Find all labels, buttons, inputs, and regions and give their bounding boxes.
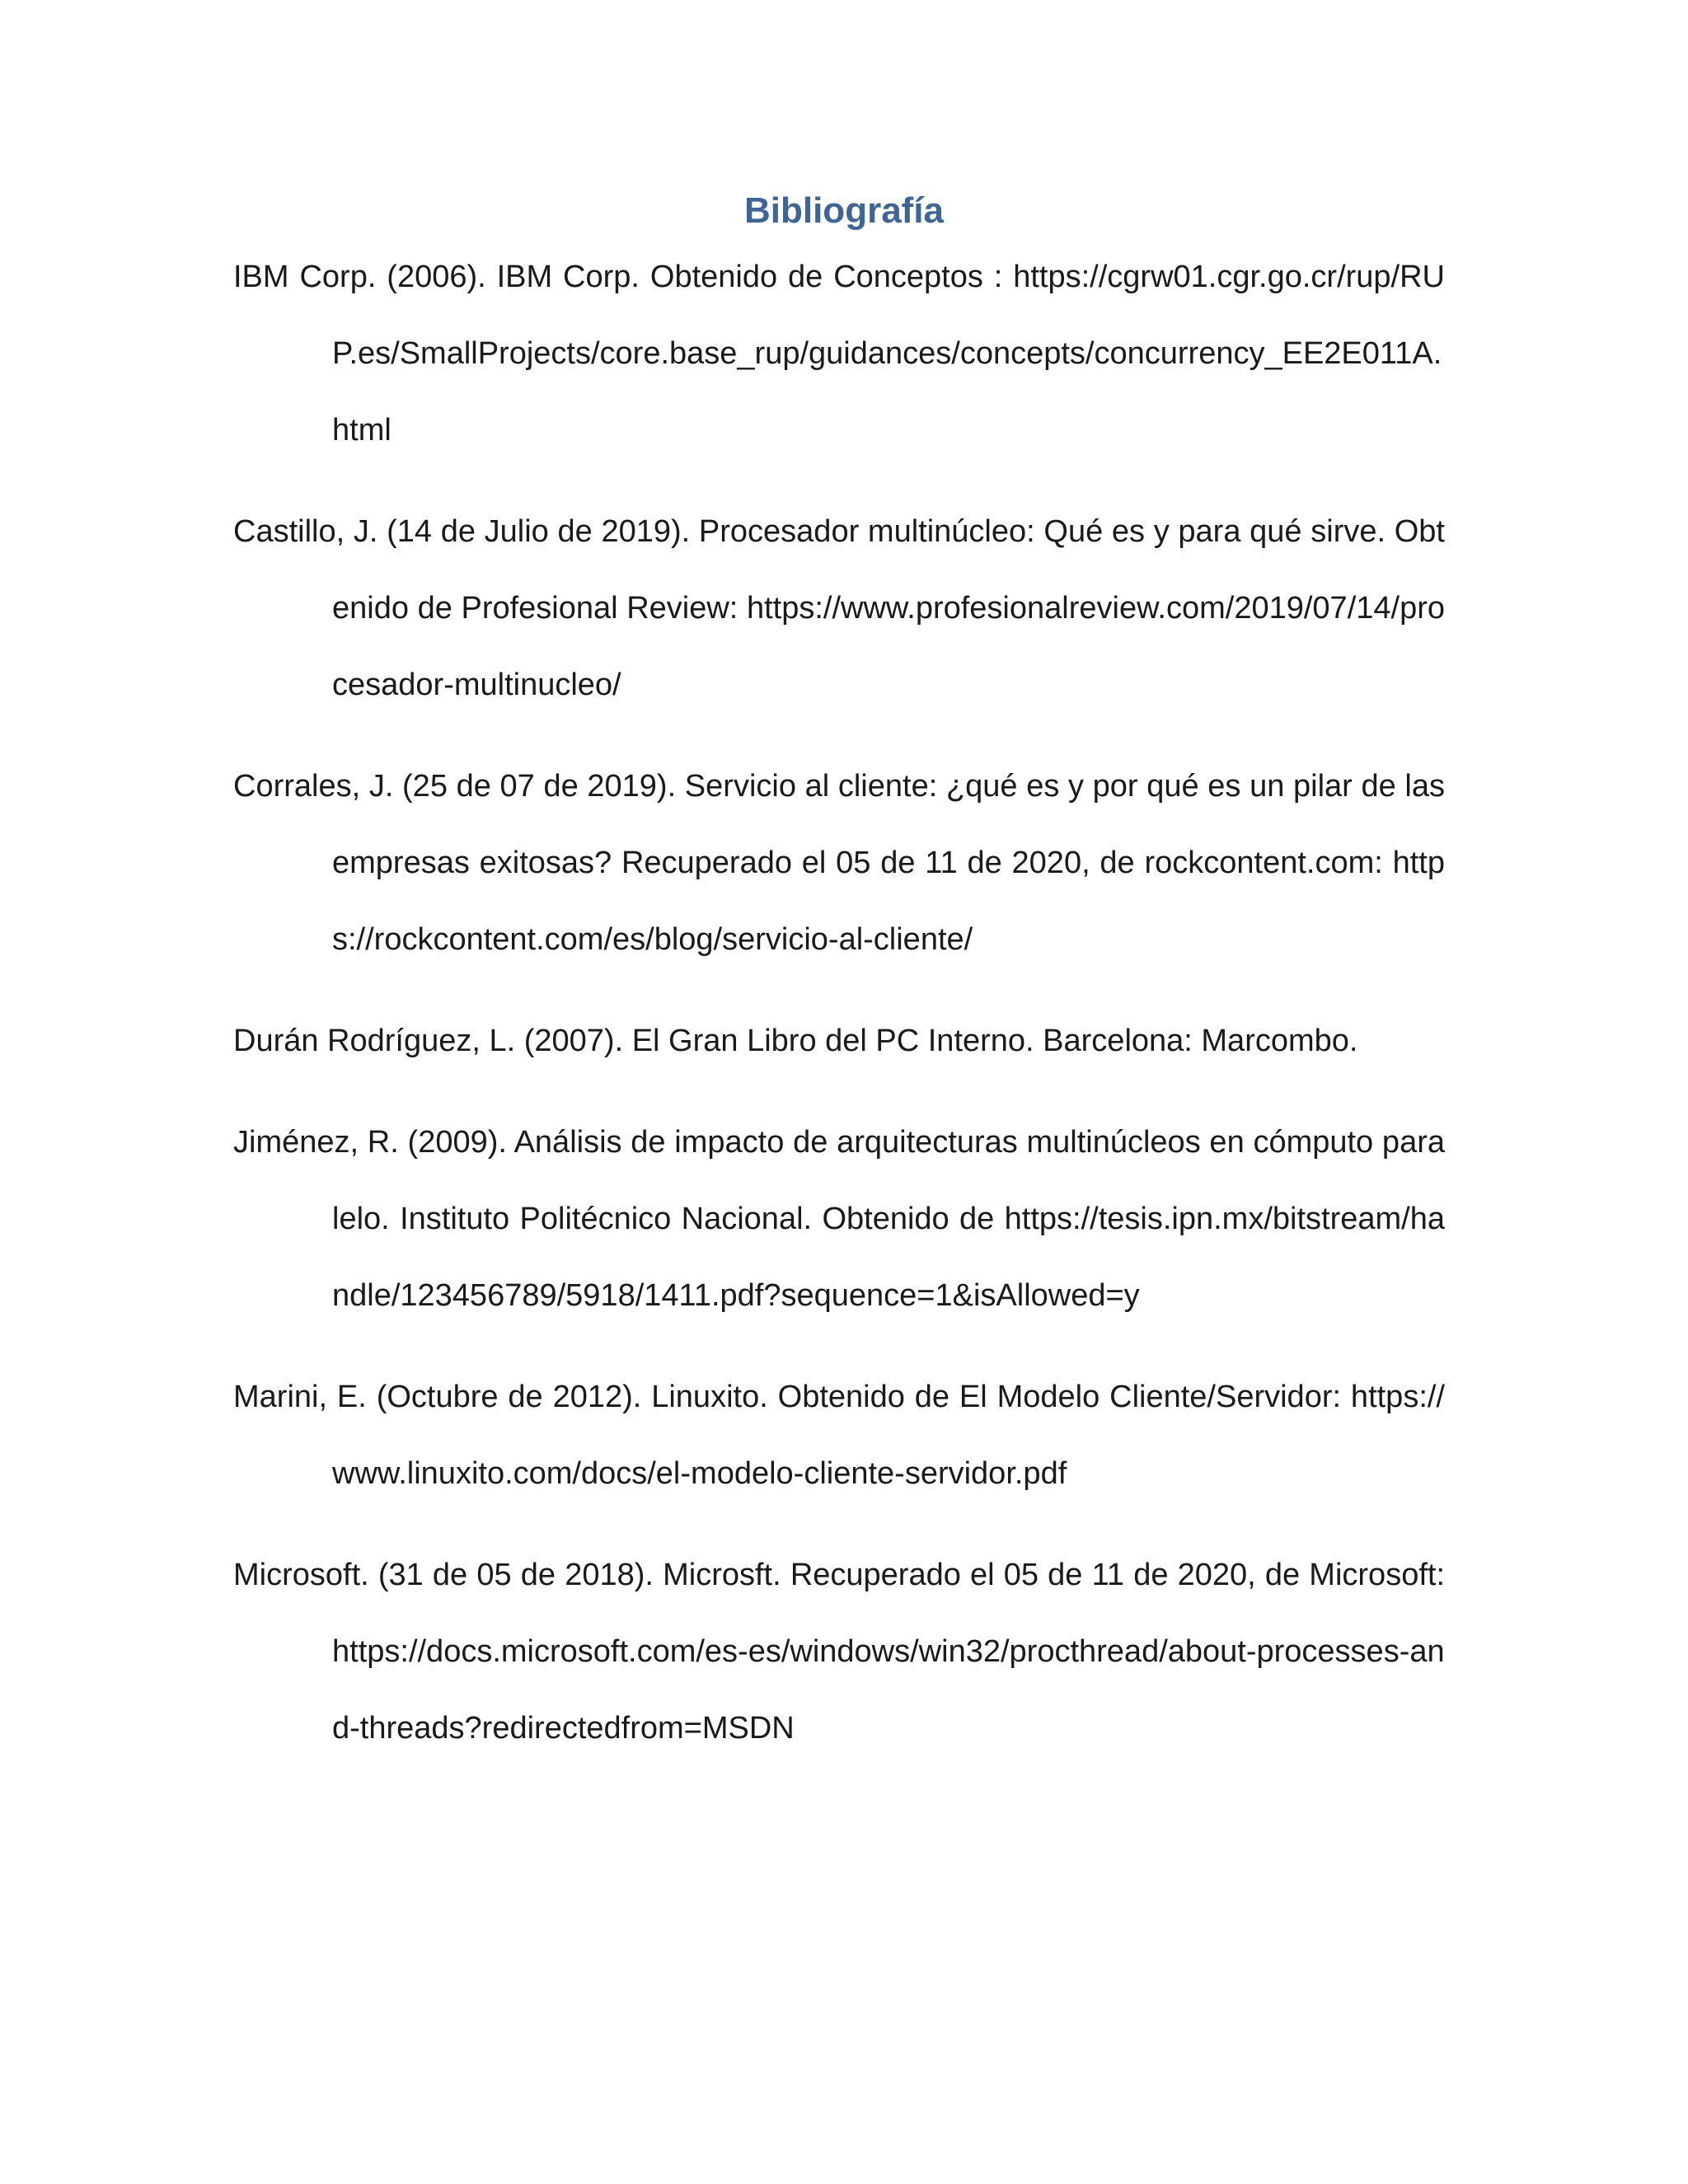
reference-duran: Durán Rodríguez, L. (2007). El Gran Libro del PC Interno. Barcelona: Marcombo. [233,1024,1358,1058]
reference-list [233,239,1445,1767]
reference-castillo: Castillo, J. (14 de Julio de 2019). Procesador multinúcleo: Qué es y para qué sirve. Obtenido de Profesional Review: https://www.profesionalreview.com/2019/07/14/procesador-multinucleo/ [233,514,1445,702]
reference-ibm: IBM Corp. (2006). IBM Corp. Obtenido de Conceptos : https://cgrw01.cgr.go.cr/rup/RUP.es/SmallProjects/core.base_rup/guidances/concepts/concurrency_EE2E011A.html [233,260,1445,448]
page-title: Bibliografía [743,190,945,231]
reference-marini: Marini, E. (Octubre de 2012). Linuxito. Obtenido de El Modelo Cliente/Servidor: https://www.linuxito.com/docs/el-modelo-cliente-servidor.pdf [233,1380,1445,1491]
reference-corrales: Corrales, J. (25 de 07 de 2019). Servicio al cliente: ¿qué es y por qué es un pilar de las empresas exitosas? Recuperado el 05 de 11 de 2020, de rockcontent.com: https://rockcontent.com/es/blog/servicio-al-cliente/ [233,769,1445,957]
reference-microsoft: Microsoft. (31 de 05 de 2018). Microsft. Recuperado el 05 de 11 de 2020, de Microsoft: https://docs.microsoft.com/es-es/windows/win32/procthread/about-processes-and-threads?redirectedfrom=MSDN [233,1558,1445,1746]
reference-jimenez: Jiménez, R. (2009). Análisis de impacto de arquitecturas multinúcleos en cómputo paralelo. Instituto Politécnico Nacional. Obtenido de https://tesis.ipn.mx/bitstream/handle/123456789/5918/1411.pdf?sequence=1&isAllowed=y [233,1125,1445,1313]
